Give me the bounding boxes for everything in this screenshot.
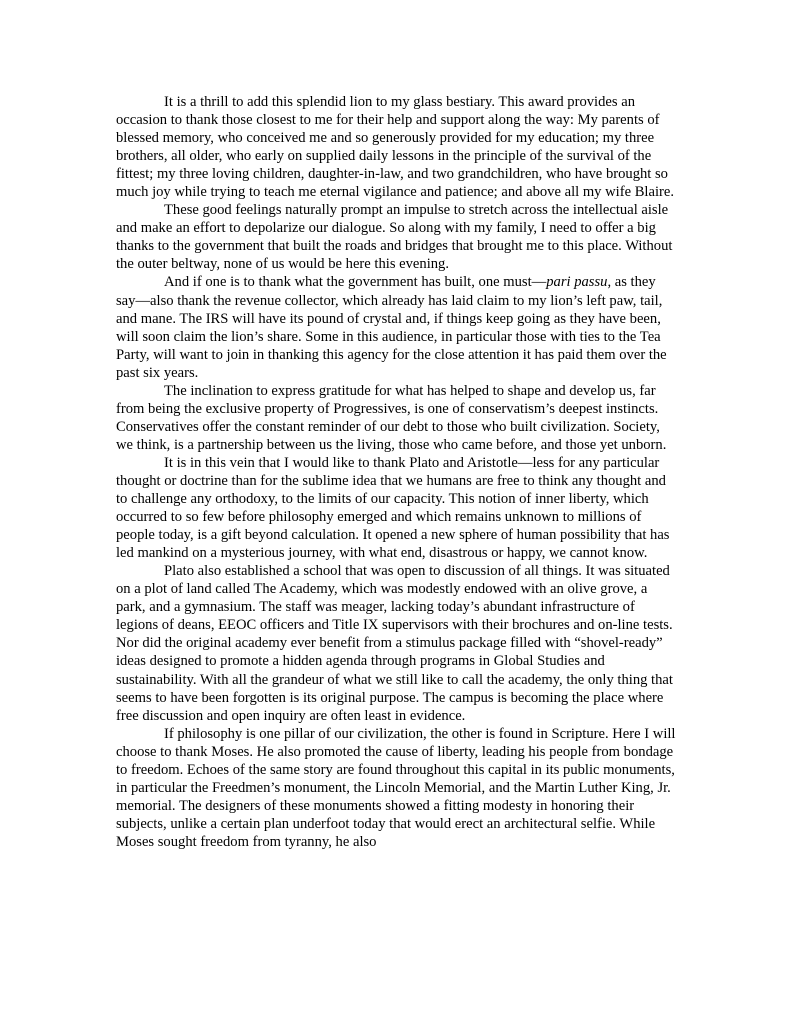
paragraph-5: It is in this vein that I would like to thank Plato and Aristotle—less for any particular thought or doctrine than for the sublime idea that we humans are free to think any thought and to challenge any orthodoxy, to the limits of our capacity. This notion of inner liberty, which occurred to so few before philosophy emerged and which remains unknown to millions of people today, is a gift beyond calculation. It opened a new sphere of human possibility that has led mankind on a mysterious journey, with what end, disastrous or happy, we cannot know. [116,454,670,562]
paragraph-2: These good feelings naturally prompt an impulse to stretch across the intellectual aisle and make an effort to depolarize our dialogue. So along with my family, I need to offer a big thanks to the government that built the roads and bridges that brought me to this place. Without the outer beltway, none of us would be here this evening. [116,202,673,273]
document-body [116,93,676,851]
paragraph-6: Plato also established a school that was open to discussion of all things. It was situated on a plot of land called The Academy, which was modestly endowed with an olive grove, a park, and a gymnasium. The staff was meager, lacking today’s abundant infrastructure of legions of deans, EEOC officers and Title IX supervisors with their brochures and on-line tests. Nor did the original academy ever benefit from a stimulus package filled with “shovel-ready” ideas designed to promote a hidden agenda through programs in Global Studies and sustainability. With all the grandeur of what we still like to call the academy, the only thing that seems to have been forgotten is its original purpose. The campus is becoming the place where free discussion and open inquiry are often least in evidence. [116,563,673,724]
paragraph-3-rest: , as they say—also thank the revenue collector, which already has laid claim to my lion’s left paw, tail, and mane. The IRS will have its pound of crystal and, if things keep going as they have been, will soon claim the lion’s share. Some in this audience, in particular those with ties to the Tea Party, will want to join in thanking this agency for the close attention it has paid them over the past six years. [116,274,667,381]
paragraph-4: The inclination to express gratitude for what has helped to shape and develop us, far from being the exclusive property of Progressives, is one of conservatism’s deepest instincts. Conservatives offer the constant reminder of our debt to those who built civilization. Society, we think, is a partnership between us the living, those who came before, and those yet unborn. [116,382,667,453]
paragraph-7: If philosophy is one pillar of our civilization, the other is found in Scripture. Here I will choose to thank Moses. He also promoted the cause of liberty, leading his people from bondage to freedom. Echoes of the same story are found throughout this capital in its public monuments, in particular the Freedmen’s monument, the Lincoln Memorial, and the Martin Luther King, Jr. memorial. The designers of these monuments showed a fitting modesty in honoring their subjects, unlike a certain plan underfoot today that would erect an architectural selfie. While Moses sought freedom from tyranny, he also [116,725,676,850]
paragraph-3 [116,273,676,381]
latin-phrase: pari passu [546,274,608,291]
paragraph-3-lead: And if one is to thank what the government has built, one must— [164,274,547,291]
paragraph-1: It is a thrill to add this splendid lion to my glass bestiary. This award provides an occasion to thank those closest to me for their help and support along the way: My parents of blessed memory, who conceived me and so generously provided for my education; my three brothers, all older, who early on supplied daily lessons in the principle of the survival of the fittest; my three loving children, daughter-in-law, and two grandchildren, who have brought so much joy while trying to teach me eternal vigilance and patience; and above all my wife Blaire. [116,94,675,201]
